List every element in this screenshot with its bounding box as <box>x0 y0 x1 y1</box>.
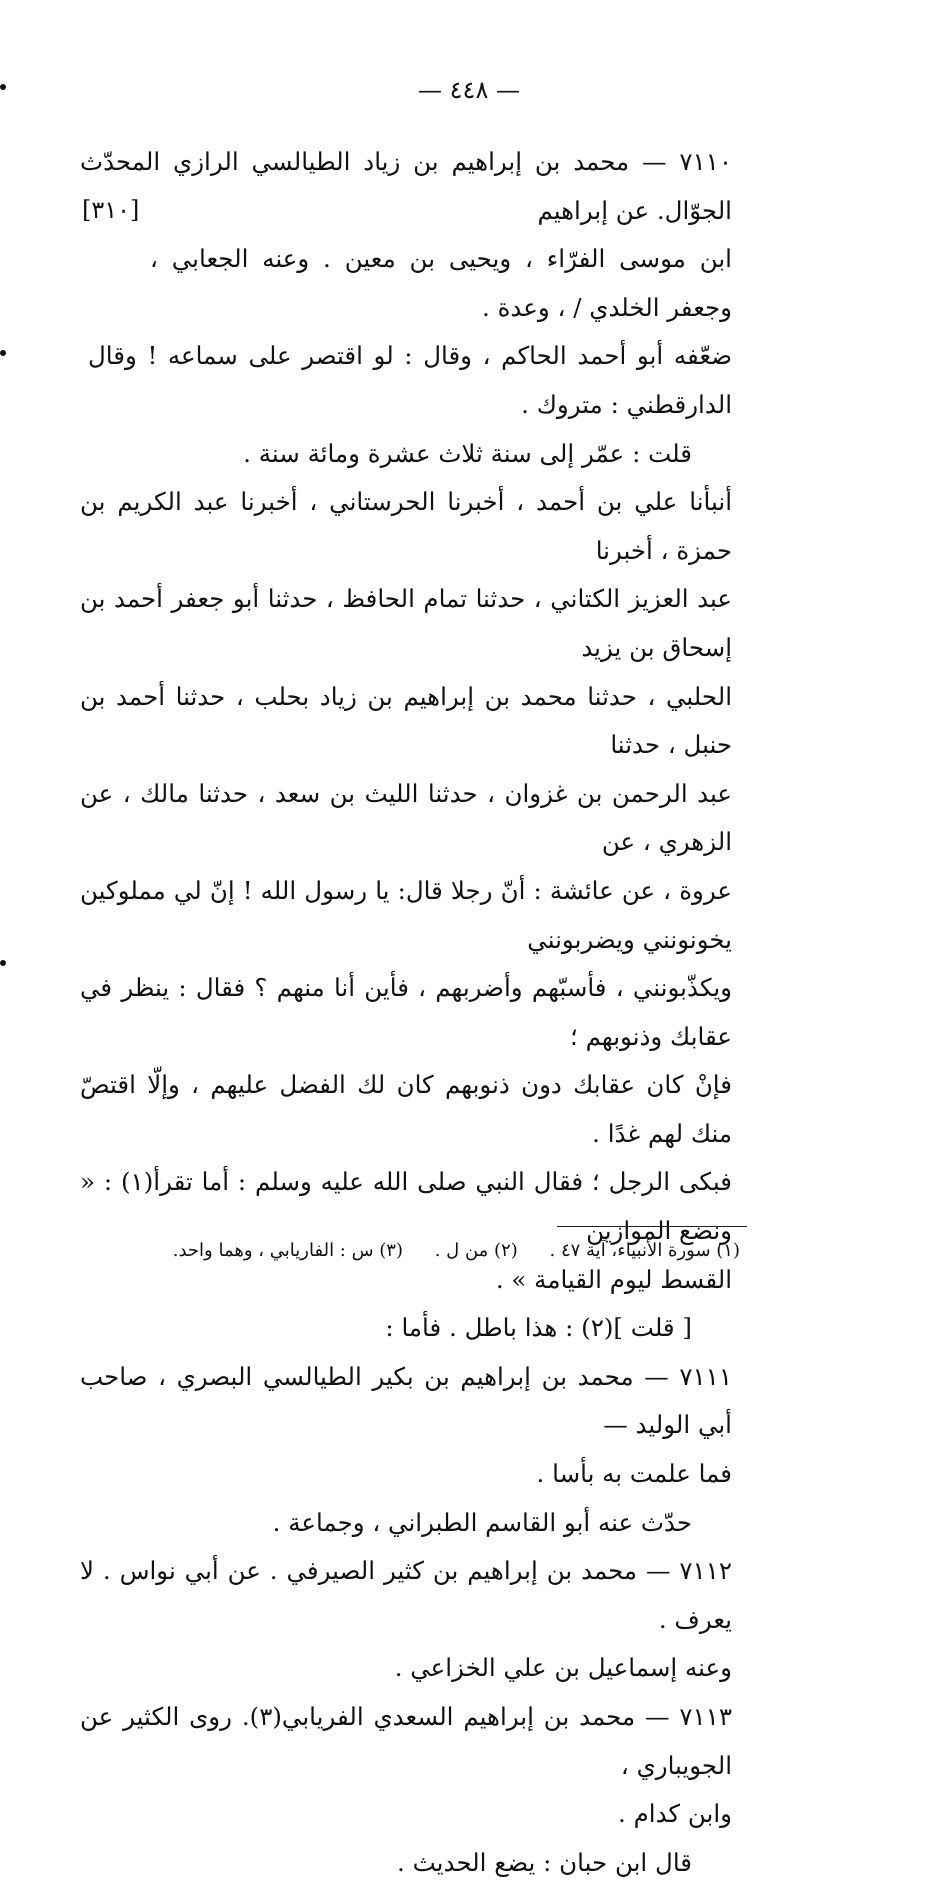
text-line: حدّث عنه أبو القاسم الطبراني ، وجماعة . <box>272 1507 692 1537</box>
text-line: فإنْ كان عقابك دون ذنوبهم كان لك الفضل عليهم ، وإلّا اقتصّ منك لهم غدًا . <box>80 1070 732 1148</box>
text-line: ٧١١٠ — محمد بن إبراهيم بن زياد الطيالسي الرازي المحدّث الجوّال. عن إبراهيم <box>80 147 732 225</box>
text-line: عبد العزيز الكتاني ، حدثنا تمام الحافظ ، حدثنا أبو جعفر أحمد بن إسحاق بن يزيد <box>80 584 732 662</box>
main-text <box>80 138 732 1887</box>
footnote-3: (٣) س : الفاريابي ، وهما واحد. <box>172 1240 403 1261</box>
page-number: — ٤٤٨ — <box>418 76 520 104</box>
text-line: ٧١١٣ — محمد بن إبراهيم السعدي الفريابي(٣). روى الكثير عن الجويباري ، <box>80 1702 732 1780</box>
text-line: ٧١١٢ — محمد بن إبراهيم بن كثير الصيرفي . عن أبي نواس . لا يعرف . <box>80 1556 732 1634</box>
footnotes <box>80 1236 740 1266</box>
margin-dot <box>0 960 6 966</box>
footnote-2: (٢) من ل . <box>434 1240 518 1261</box>
text-line: فما علمت به بأسا . <box>536 1459 732 1489</box>
text-line: ٧١١١ — محمد بن إبراهيم بن بكير الطيالسي البصري ، صاحب أبي الوليد — <box>80 1361 732 1440</box>
text-line: فبكى الرجل ؛ فقال النبي صلى الله عليه وسلم : أما تقرأ(١) : « ونضع الموازين <box>80 1167 732 1246</box>
footnote-1: (١) سورة الأنبياء، آية ٤٧ . <box>549 1240 740 1261</box>
text-line: ضعّفه أبو أحمد الحاكم ، وقال : لو اقتصر على سماعه ! وقال الدارقطني : متروك . <box>88 341 732 419</box>
text-line: الحلبي ، حدثنا محمد بن إبراهيم بن زياد بحلب ، حدثنا أحمد بن حنبل ، حدثنا <box>80 681 732 760</box>
text-line: ويكذّبونني ، فأسبّهم وأضربهم ، فأين أنا منهم ؟ فقال : ينظر في عقابك وذنوبهم ؛ <box>80 973 732 1051</box>
text-line: أنبأنا علي بن أحمد ، أخبرنا الحرستاني ، أخبرنا عبد الكريم بن حمزة ، أخبرنا <box>80 487 732 565</box>
manuscript-folio-marker: [٣١٠] <box>82 196 140 224</box>
text-line: القسط ليوم القيامة » . <box>495 1264 732 1294</box>
footnote-divider <box>557 1226 747 1227</box>
text-line: عروة ، عن عائشة : أنّ رجلا قال: يا رسول الله ! إنّ لي مملوكين يخونونني ويضربونني <box>80 875 732 954</box>
text-line: قال ابن حبان : يضع الحديث . <box>397 1847 692 1877</box>
text-line: [ قلت ](٢) : هذا باطل . فأما : <box>385 1313 692 1343</box>
text-line: عبد الرحمن بن غزوان ، حدثنا الليث بن سعد ، حدثنا مالك ، عن الزهري ، عن <box>80 778 732 857</box>
text-line: ابن موسى الفرّاء ، ويحيى بن معين . وعنه الجعابي ، وجعفر الخلدي / ، وعدة . <box>150 244 732 322</box>
margin-dot <box>0 350 6 356</box>
text-line: وعنه إسماعيل بن علي الخزاعي . <box>394 1653 732 1683</box>
text-line: قلت : عمّر إلى سنة ثلاث عشرة ومائة سنة . <box>243 438 692 468</box>
text-line: وابن كدام . <box>618 1799 732 1829</box>
